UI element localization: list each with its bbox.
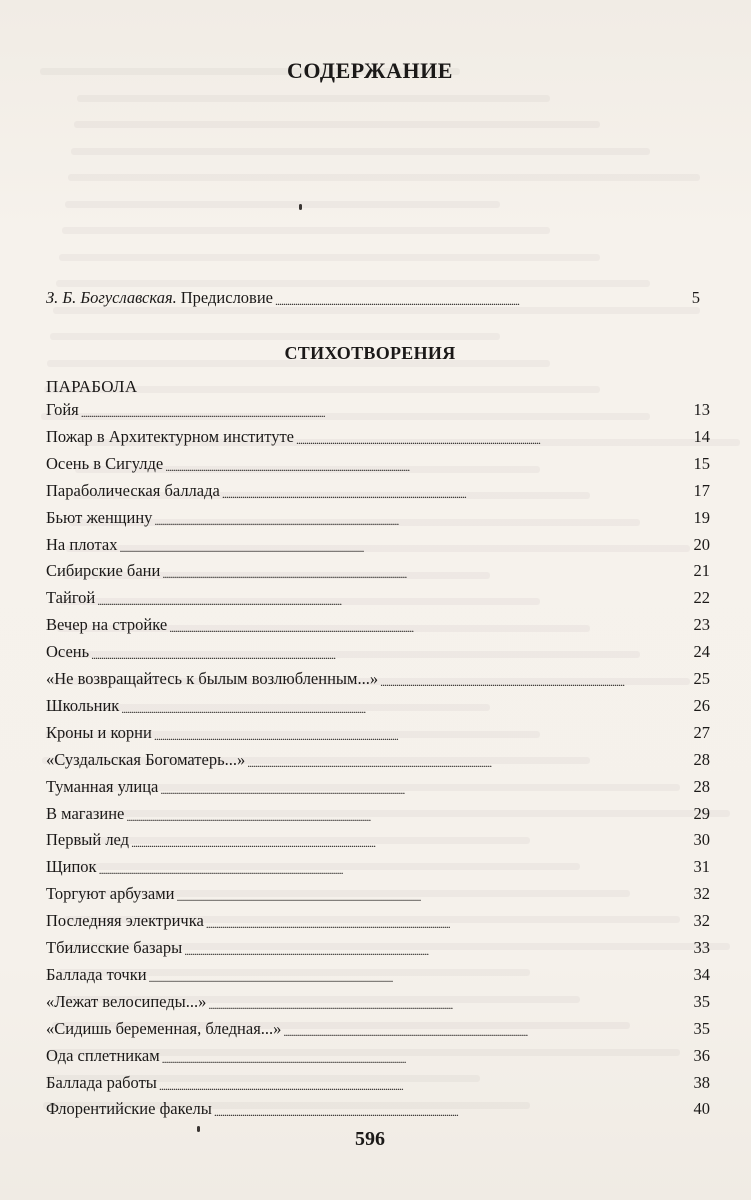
dot-leader xyxy=(184,945,690,959)
page-title: СОДЕРЖАНИЕ xyxy=(287,58,453,83)
toc-entry-title: Гойя xyxy=(46,400,79,419)
toc-entry-title: Школьник xyxy=(46,695,120,715)
toc-entry-title: «Суздальская Богоматерь...» xyxy=(46,749,246,769)
toc-entry-page-number: 40 xyxy=(693,1099,710,1119)
dot-leader xyxy=(160,784,690,798)
dot-leader xyxy=(99,864,690,878)
toc-entry xyxy=(46,856,710,878)
toc-entry xyxy=(46,722,710,744)
dot-leader xyxy=(380,676,690,690)
toc-entry-page-number: 35 xyxy=(693,991,710,1011)
dot-leader xyxy=(162,1053,690,1067)
subsection-title: ПАРАБОЛА xyxy=(46,377,138,396)
toc-entry-page-number: 25 xyxy=(693,669,710,688)
toc-entry-title: Тбилисские базары xyxy=(46,938,183,957)
toc-entry xyxy=(46,399,710,421)
show-through-line xyxy=(71,148,650,155)
ink-speck xyxy=(299,204,302,210)
dot-leader xyxy=(154,515,690,529)
toc-entry-title: Щипок xyxy=(46,857,97,877)
show-through-line xyxy=(56,280,650,287)
toc-entry xyxy=(46,910,710,932)
toc-entry-page-number: 27 xyxy=(693,722,710,742)
toc-entry-page-number: 23 xyxy=(693,615,710,635)
toc-entry-page-number: 20 xyxy=(693,534,710,554)
toc-entry xyxy=(46,803,710,825)
dot-leader xyxy=(149,972,690,986)
dot-leader xyxy=(131,837,690,851)
toc-entry-title: Осень xyxy=(46,642,90,662)
toc-entry-title: Флорентийские факелы xyxy=(46,1099,212,1119)
toc-entry xyxy=(46,426,710,448)
dot-leader xyxy=(126,811,690,825)
toc-entry xyxy=(46,695,710,717)
dot-leader xyxy=(177,891,690,905)
dot-leader xyxy=(169,622,690,636)
toc-entry-page-number: 19 xyxy=(693,507,710,527)
dot-leader xyxy=(208,999,690,1013)
section-title: СТИХОТВОРЕНИЯ xyxy=(284,343,456,363)
dot-leader xyxy=(121,703,690,717)
toc-entry-title: Сибирские бани xyxy=(46,561,161,581)
toc-entry-title: Торгуют арбузами xyxy=(46,884,175,904)
toc-entry-page-number: 31 xyxy=(693,857,710,877)
toc-entry-title: Пожар в Архитектурном институте xyxy=(46,426,294,446)
toc-entry-page-number: 15 xyxy=(693,453,710,473)
toc-entry-title: Туманная улица xyxy=(46,776,159,796)
show-through-line xyxy=(68,174,700,181)
toc-entry-page-number: 30 xyxy=(693,830,710,850)
dot-leader xyxy=(275,295,680,309)
toc-entry-page-number: 35 xyxy=(693,1018,710,1038)
toc-entry xyxy=(46,587,710,609)
toc-entry-title: Последняя электричка xyxy=(46,911,204,931)
toc-entry xyxy=(46,668,710,690)
toc-entry-title: Ода сплетникам xyxy=(46,1045,160,1065)
toc-entry xyxy=(46,480,710,502)
toc-entry-title: «Не возвращайтесь к былым возлюбленным...» xyxy=(46,669,379,688)
dot-leader xyxy=(81,407,690,421)
toc-entry-title: Бьют женщину xyxy=(46,507,153,527)
toc-entry xyxy=(46,1072,710,1094)
dot-leader xyxy=(119,542,690,556)
toc-entry-page-number: 22 xyxy=(693,588,710,608)
toc-entry-page-number: 32 xyxy=(693,884,710,904)
toc-entry xyxy=(46,614,710,636)
dot-leader xyxy=(159,1080,690,1094)
toc-entry xyxy=(46,991,710,1013)
toc-entry-page-number: 33 xyxy=(693,938,710,957)
show-through-line xyxy=(59,254,600,261)
dot-leader xyxy=(283,1026,690,1040)
toc-entry-title: В магазине xyxy=(46,803,125,823)
toc-entry-page-number: 14 xyxy=(693,426,710,446)
page-folio: 596 xyxy=(355,1128,385,1150)
toc-entry-page-number: 28 xyxy=(693,776,710,796)
toc-entry-page-number: 24 xyxy=(693,642,710,662)
preface-author: З. Б. Богуславская. xyxy=(46,288,177,307)
toc-entry xyxy=(46,749,710,771)
toc-entry xyxy=(46,776,710,798)
toc-entry xyxy=(46,1098,710,1120)
toc-entry xyxy=(46,1045,710,1067)
toc-entry xyxy=(46,453,710,475)
ink-speck xyxy=(197,1126,200,1132)
toc-entry-page-number: 36 xyxy=(693,1045,710,1065)
preface-title: Предисловие xyxy=(180,288,273,307)
toc-entry-title: Первый лед xyxy=(46,830,130,850)
toc-entry-page-number: 28 xyxy=(693,749,710,769)
toc-entry xyxy=(46,507,710,529)
toc-entry-page-number: 26 xyxy=(693,695,710,715)
toc-entry-title: «Сидишь беременная, бледная...» xyxy=(46,1018,282,1038)
toc-entry-page-number: 38 xyxy=(693,1072,710,1092)
show-through-line xyxy=(77,95,550,102)
toc-entry xyxy=(46,641,710,663)
toc-entry-page-number: 21 xyxy=(693,561,710,581)
toc-entry xyxy=(46,937,710,959)
dot-leader xyxy=(154,730,690,744)
toc-entry xyxy=(46,560,710,582)
dot-leader xyxy=(247,757,690,771)
dot-leader xyxy=(296,434,690,448)
toc-entry xyxy=(46,883,710,905)
dot-leader xyxy=(91,649,690,663)
toc-entry-title: Параболическая баллада xyxy=(46,480,220,500)
toc-entry-title: Кроны и корни xyxy=(46,722,152,742)
dot-leader xyxy=(165,461,690,475)
dot-leader xyxy=(162,568,690,582)
toc-entry-title: «Лежат велосипеды...» xyxy=(46,991,207,1011)
toc-entry xyxy=(46,1018,710,1040)
toc-entry-title: Баллада точки xyxy=(46,964,147,984)
dot-leader xyxy=(214,1106,690,1120)
dot-leader xyxy=(97,595,690,609)
toc-entry-page-number: 17 xyxy=(693,480,710,500)
toc-entry-page-number: 29 xyxy=(693,803,710,823)
show-through-line xyxy=(50,333,500,340)
toc-entry-preface xyxy=(46,287,700,309)
dot-leader xyxy=(206,918,690,932)
toc-entry xyxy=(46,964,710,986)
toc-entry-page-number: 32 xyxy=(693,911,710,931)
toc-entry xyxy=(46,829,710,851)
toc-entry-page-number: 13 xyxy=(693,400,710,419)
show-through-line xyxy=(65,201,500,208)
toc-entry xyxy=(46,534,710,556)
toc-entry-page-number: 34 xyxy=(693,964,710,984)
preface-page-number: 5 xyxy=(691,288,700,307)
toc-entry-title: Осень в Сигулде xyxy=(46,453,164,473)
toc-entry-title: Вечер на стройке xyxy=(46,615,168,635)
toc-entry-title: Баллада работы xyxy=(46,1072,157,1092)
dot-leader xyxy=(222,488,690,502)
show-through-line xyxy=(62,227,550,234)
toc-entry-title: На плотах xyxy=(46,534,118,554)
show-through-line xyxy=(74,121,600,128)
toc-entry-title: Тайгой xyxy=(46,588,96,608)
